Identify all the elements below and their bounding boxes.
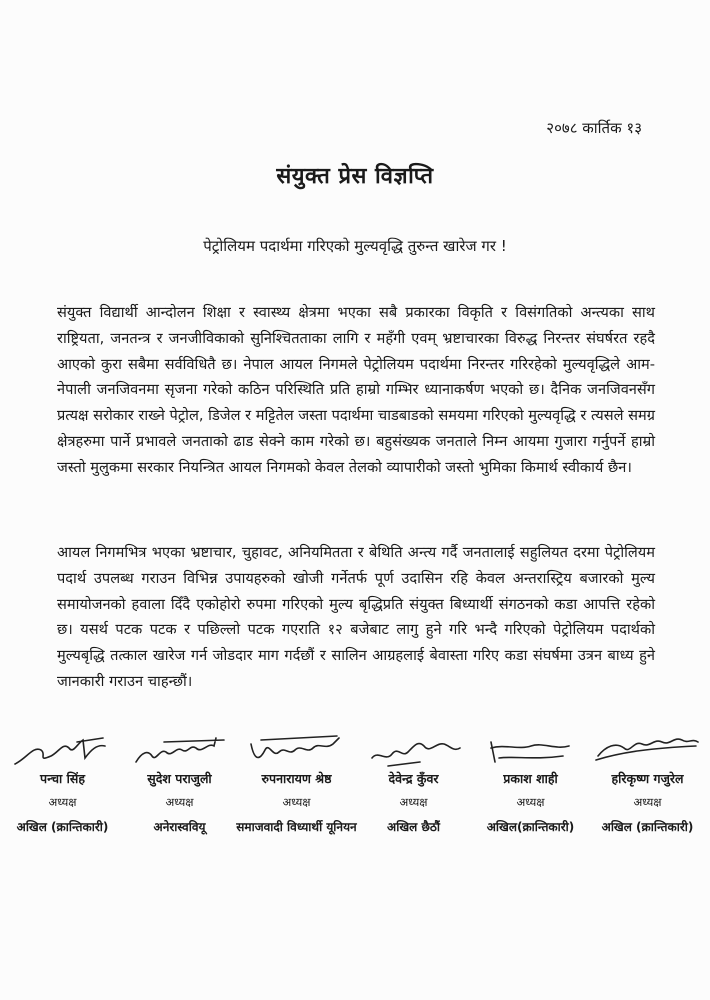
signatory-role: अध्यक्ष	[165, 795, 194, 809]
signatory-2	[121, 728, 238, 835]
signatory-name: रुपनारायण श्रेष्ठ	[261, 771, 332, 786]
signatory-organization: अखिल(क्रान्तिकारी)	[486, 820, 575, 834]
signatory-1	[4, 728, 121, 835]
handwritten-signature-6	[592, 728, 704, 772]
signatory-name: देवेन्द्र कुँवर	[388, 771, 439, 786]
document-subtitle: पेट्रोलियम पदार्थमा गरिएको मुल्यवृद्धि तुरुन्त खारेज गर !	[203, 237, 507, 255]
body-paragraph-2: आयल निगमभित्र भएका भ्रष्टाचार, चुहावट, अनियमितता र बेथिति अन्त्य गर्दै जनतालाई सहुलियत दरमा पेट्रोलियम पदार्थ उपलब्ध गराउन विभिन्न उपायहरुको खोजी गर्नेतर्फ पूर्ण उदासिन रहि केवल अन्तरास्ट्रिय बजारको मुल्य समायोजनको हवाला दिँदै एकोहोरो रुपमा गरिएको मुल्य बृद्धिप्रति संयुक्त बिध्यार्थी संगठनको कडा आपत्ति रहेको छ। यसर्थ पटक पटक र पछिल्लो पटक गएराति १२ बजेबाट लागु हुने गरि भन्दै गरिएको पेट्रोलियम पदार्थको मुल्यबृद्धि तत्काल खारेज गर्न जोडदार माग गर्दछौं र सालिन आग्रहलाई बेवास्ता गरिए कडा संघर्षमा उत्रन बाध्य हुने जानकारी गराउन चाहन्छौं।	[57, 544, 655, 690]
signatory-name: सुदेश पराजुली	[147, 771, 212, 786]
signatory-role: अध्यक्ष	[516, 795, 545, 809]
signatory-organization: अखिल छैठौं	[387, 820, 440, 834]
signatory-5	[472, 728, 589, 835]
date-line: २०७८ कार्तिक १३	[546, 119, 642, 137]
signatory-6	[589, 728, 706, 835]
signatory-name: प्रकाश शाही	[503, 771, 558, 786]
signature-block	[4, 728, 706, 835]
handwritten-signature-3	[241, 728, 353, 772]
document-title: संयुक्त प्रेस विज्ञप्ति	[276, 164, 434, 189]
signatory-organization: अनेरास्ववियू	[153, 820, 206, 834]
signatory-4	[355, 728, 472, 835]
signatory-organization: अखिल (क्रान्तिकारी)	[16, 820, 109, 834]
handwritten-signature-4	[358, 728, 470, 772]
handwritten-signature-1	[7, 728, 119, 772]
signatory-organization: अखिल (क्रान्तिकारी)	[601, 820, 694, 834]
signatory-role: अध्यक्ष	[399, 795, 428, 809]
signatory-role: अध्यक्ष	[633, 795, 662, 809]
signatory-role: अध्यक्ष	[48, 795, 77, 809]
signatory-organization: समाजवादी विध्यार्थी यूनियन	[236, 820, 357, 834]
body-paragraph-1: संयुक्त विद्यार्थी आन्दोलन शिक्षा र स्वास्थ्य क्षेत्रमा भएका सबै प्रकारका विकृति र विसंगतिको अन्त्यका साथ राष्ट्रियता, जनतन्त्र र जनजीविकाको सुनिश्चितताका लागि र महँगी एवम् भ्रष्टाचारका विरुद्ध निरन्तर संघर्षरत रहदै आएको कुरा सबैमा सर्वविधितै छ। नेपाल आयल निगमले पेट्रोलियम पदार्थमा निरन्तर गरिरहेको मुल्यवृद्धिले आम-नेपाली जनजिवनमा सृजना गरेको कठिन परिस्थिति प्रति हाम्रो गम्भिर ध्यानाकर्षण भएको छ। दैनिक जनजिवनसँग प्रत्यक्ष सरोकार राख्ने पेट्रोल, डिजेल र मट्टितेल जस्ता पदार्थमा चाडबाडको समयमा गरिएको मुल्यवृद्धि र त्यसले समग्र क्षेत्रहरुमा पार्ने प्रभावले जनताको ढाड सेक्ने काम गरेको छ। बहुसंख्यक जनताले निम्न आयमा गुजारा गर्नुपर्ने हाम्रो जस्तो मुलुकमा सरकार नियन्त्रित आयल निगमको केवल तेलको व्यापारीको जस्तो भुमिका किमार्थ स्वीकार्य छैन।	[57, 304, 655, 476]
signatory-name: हरिकृष्ण गजुरेल	[611, 771, 684, 786]
handwritten-signature-2	[124, 728, 236, 772]
signatory-role: अध्यक्ष	[282, 795, 311, 809]
signatory-name: पन्चा सिंह	[40, 771, 85, 786]
handwritten-signature-5	[475, 728, 587, 772]
signatory-3	[238, 728, 355, 835]
